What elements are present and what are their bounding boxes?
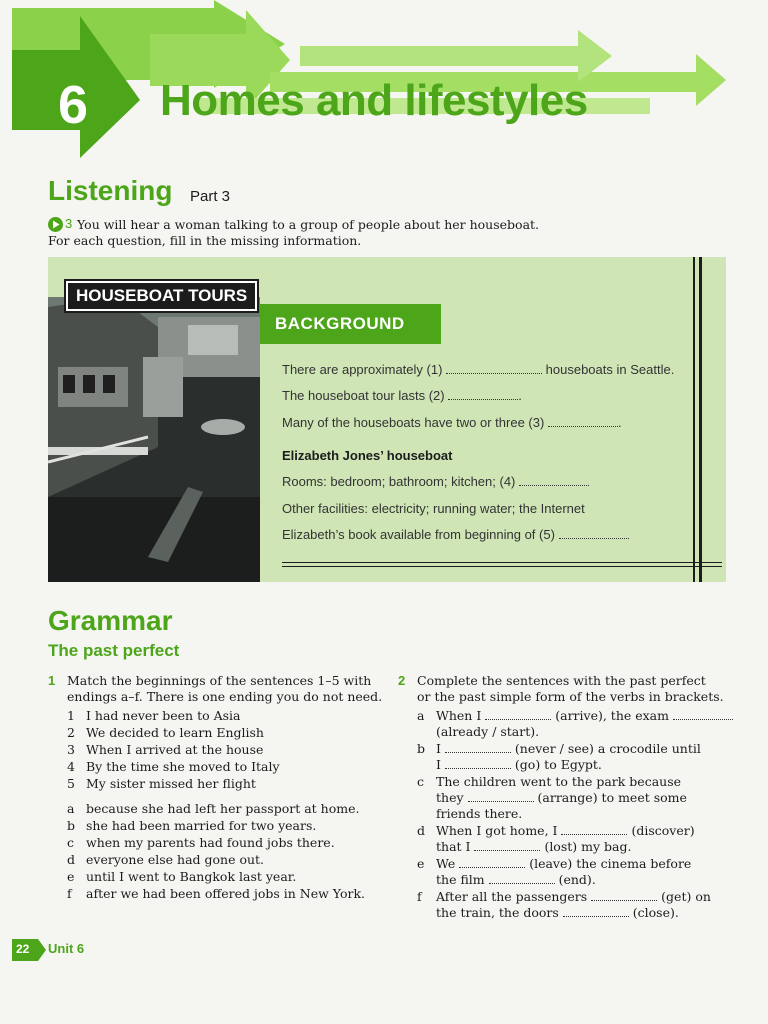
chapter-title: Homes and lifestyles [160,76,588,125]
item-text: My sister missed her flight [86,776,256,791]
item-text: (discover) [631,823,695,838]
item-text: I had never been to Asia [86,708,241,723]
item-text: (never / see) a crocodile until [514,741,701,756]
answer-gap[interactable] [445,758,511,769]
answer-gap[interactable] [673,709,733,720]
item-key: 2 [67,725,75,740]
item-text: When I [436,708,482,723]
item-text: After all the passengers [436,889,588,904]
page-number-badge [12,939,46,965]
exercise-1-instruction-2: endings a–f. There is one ending you do not need. [67,689,383,704]
gap-line-2-start: The houseboat tour lasts (2) [282,388,445,403]
period: . [617,415,622,430]
item-text: (arrive), the exam [555,708,669,723]
houseboat-tours-label: HOUSEBOAT TOURS [66,281,257,311]
ex2-item-key: b [417,741,426,756]
item-text: because she had left her passport at home. [86,801,360,816]
ex2-item-b-line1 [436,741,701,758]
gap-line-5 [282,527,629,542]
item-text: (arrange) to meet some [537,790,687,805]
item-text: she had been married for two years. [86,818,317,833]
exercise-2-instruction-1: Complete the sentences with the past perfect [417,673,706,688]
gap-line-2 [282,388,522,403]
item-text: We [436,856,456,871]
ex2-item-e-line1 [436,856,691,873]
period: . [518,388,522,403]
item-key: 1 [67,708,75,723]
ex2-item-b-line2 [436,757,602,774]
item-text: (end). [558,872,596,887]
panel-rule [693,257,695,582]
answer-gap-3[interactable] [548,416,618,427]
item-text: I [436,757,441,772]
facilities-line: Other facilities: electricity; running water; the Internet [282,501,585,516]
item-key: 4 [67,759,75,774]
item-text: (leave) the cinema before [529,856,692,871]
gap-line-3-start: Many of the houseboats have two or three (3) [282,415,545,430]
item-text: the train, the doors [436,905,559,920]
panel-rule [699,257,702,582]
answer-gap-2[interactable] [448,389,518,400]
unit-label: Unit 6 [48,941,85,956]
answer-gap[interactable] [445,742,511,753]
exercise-2-number: 2 [398,673,406,688]
item-key: b [67,818,76,833]
gap-line-4 [282,474,589,489]
ex2-item-a-line1 [436,708,733,725]
item-text: By the time she moved to Italy [86,759,280,774]
gap-line-3 [282,415,622,430]
listening-heading: Listening [48,175,173,206]
background-label: BACKGROUND [260,304,441,344]
answer-gap[interactable] [563,906,629,917]
item-text: they [436,790,464,805]
grammar-subheading: The past perfect [48,641,180,660]
ex2-item-key: e [417,856,425,871]
gap-line-5-start: Elizabeth’s book available from beginning of (5) [282,527,555,542]
ex2-item-f-line1 [436,889,711,906]
item-key: e [67,869,75,884]
item-key: 3 [67,742,75,757]
answer-gap[interactable] [591,890,657,901]
panel-bottom-rule [282,566,722,567]
item-text: When I arrived at the house [86,742,264,757]
item-text: I [436,741,441,756]
ex2-item-c-line1: The children went to the park because [436,774,682,789]
ex2-item-a-line2: (already / start). [436,724,540,739]
grammar-heading: Grammar [48,605,173,636]
gap-line-1 [282,362,674,377]
item-text: (go) to Egypt. [514,757,602,772]
ex2-item-e-line2 [436,872,596,889]
panel-bottom-rule [282,562,722,563]
gap-line-1-end: houseboats in Seattle. [545,362,675,377]
answer-gap[interactable] [489,873,555,884]
item-text: (get) on [661,889,711,904]
answer-gap[interactable] [474,840,540,851]
item-key: a [67,801,75,816]
ex2-item-d-line2 [436,839,631,856]
page-number: 22 [16,942,30,956]
audio-track-number: 3 [65,216,73,231]
ex2-item-d-line1 [436,823,695,840]
audio-play-icon[interactable] [48,217,63,232]
answer-gap[interactable] [468,791,534,802]
item-key: f [67,886,72,901]
ex2-item-f-line2 [436,905,679,922]
answer-gap-5[interactable] [559,528,629,539]
ex2-item-c-line3: friends there. [436,806,523,821]
exercise-1-number: 1 [48,673,56,688]
chapter-number: 6 [58,75,89,135]
item-text: (lost) my bag. [544,839,632,854]
ex2-item-key: a [417,708,425,723]
ex2-item-key: f [417,889,422,904]
ex2-item-key: c [417,774,425,789]
listening-instruction-2: For each question, fill in the missing information. [48,233,362,248]
listening-instruction-1: You will hear a woman talking to a group of people about her houseboat. [77,217,540,232]
item-text: We decided to learn English [86,725,264,740]
ex2-item-c-line2 [436,790,687,807]
item-text: When I got home, I [436,823,558,838]
exercise-2-instruction-2: or the past simple form of the verbs in brackets. [417,689,724,704]
answer-gap[interactable] [459,857,525,868]
listening-part-label: Part 3 [190,188,231,205]
item-key: 5 [67,776,75,791]
gap-line-1-start: There are approximately (1) [282,362,443,377]
answer-gap[interactable] [561,824,627,835]
answer-gap-1[interactable] [446,363,542,374]
ex2-item-key: d [417,823,426,838]
item-text: that I [436,839,471,854]
item-text: (close). [632,905,679,920]
item-text: when my parents had found jobs there. [86,835,335,850]
item-text: after we had been offered jobs in New York. [86,886,366,901]
answer-gap-4[interactable] [519,475,589,486]
gap-line-4-start: Rooms: bedroom; bathroom; kitchen; (4) [282,474,516,489]
answer-gap[interactable] [485,709,551,720]
elizabeth-houseboat-heading: Elizabeth Jones’ houseboat [282,448,453,463]
item-key: c [67,835,75,850]
item-text: everyone else had gone out. [86,852,265,867]
item-text: until I went to Bangkok last year. [86,869,297,884]
item-text: the film [436,872,485,887]
exercise-1-instruction-1: Match the beginnings of the sentences 1–5 with [67,673,372,688]
houseboat-photo [48,297,260,582]
item-key: d [67,852,76,867]
